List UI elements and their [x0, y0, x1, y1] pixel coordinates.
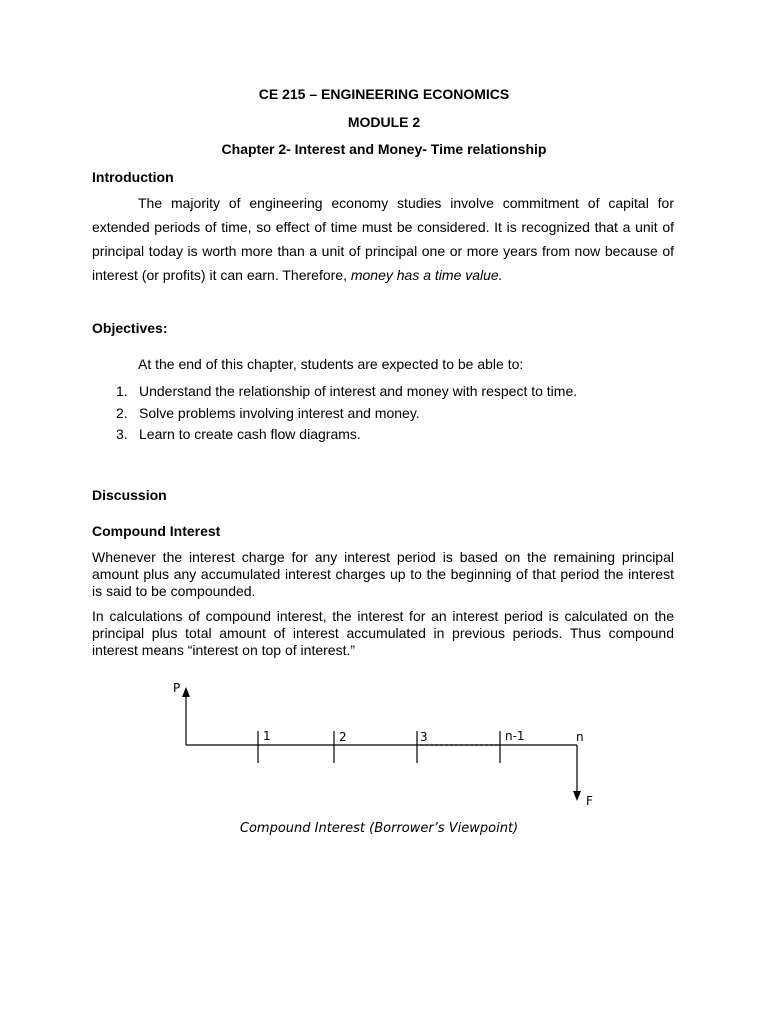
module-title: MODULE 2 — [347, 114, 421, 130]
introduction-emphasis: money has a time value. — [350, 267, 503, 283]
p-label: P — [173, 681, 181, 695]
objectives-heading: Objectives: — [92, 320, 168, 336]
course-title: CE 215 – ENGINEERING ECONOMICS — [258, 86, 510, 102]
objective-item: 3. Learn to create cash flow diagrams. — [116, 426, 361, 442]
objective-item: 2. Solve problems involving interest and money. — [116, 404, 420, 421]
f-arrowhead-icon — [573, 791, 581, 801]
period-label-1: 1 — [263, 729, 271, 743]
period-label-n-minus-1: n-1 — [505, 729, 525, 743]
discussion-heading: Discussion — [92, 487, 167, 503]
compound-interest-paragraph-2: In calculations of compound interest, the interest for an interest period is calculated on the principal plus total amount of interest accumulated in previous periods. Thus compound interest means “interest on top of interest.” — [92, 608, 674, 658]
period-label-3: 3 — [420, 730, 428, 744]
diagram-caption: Compound Interest (Borrower’s Viewpoint) — [239, 821, 519, 836]
introduction-heading: Introduction — [92, 169, 174, 185]
compound-interest-paragraph-1: Whenever the interest charge for any interest period is based on the remaining principal amount plus any accumulated interest charges up to the beginning of that period the interest is said to be compounded. — [92, 549, 674, 599]
p-arrowhead-icon — [182, 687, 190, 697]
objective-item: 1. Understand the relationship of interest and money with respect to time. — [116, 383, 578, 399]
compound-interest-heading: Compound Interest — [92, 523, 221, 539]
f-label: F — [586, 794, 593, 808]
introduction-text: The majority of engineering economy studies involve commitment of capital for extended periods of time, so effect of time must be considered. It is recognized that a unit of principal today is worth more than a unit of principal one or more years from now because of interest (or profits) it can earn. Therefore, — [92, 195, 674, 283]
chapter-title: Chapter 2- Interest and Money- Time relationship — [221, 141, 547, 157]
period-label-n: n — [576, 730, 584, 744]
objectives-intro: At the end of this chapter, students are expected to be able to: — [138, 356, 524, 372]
period-label-2: 2 — [339, 730, 347, 744]
